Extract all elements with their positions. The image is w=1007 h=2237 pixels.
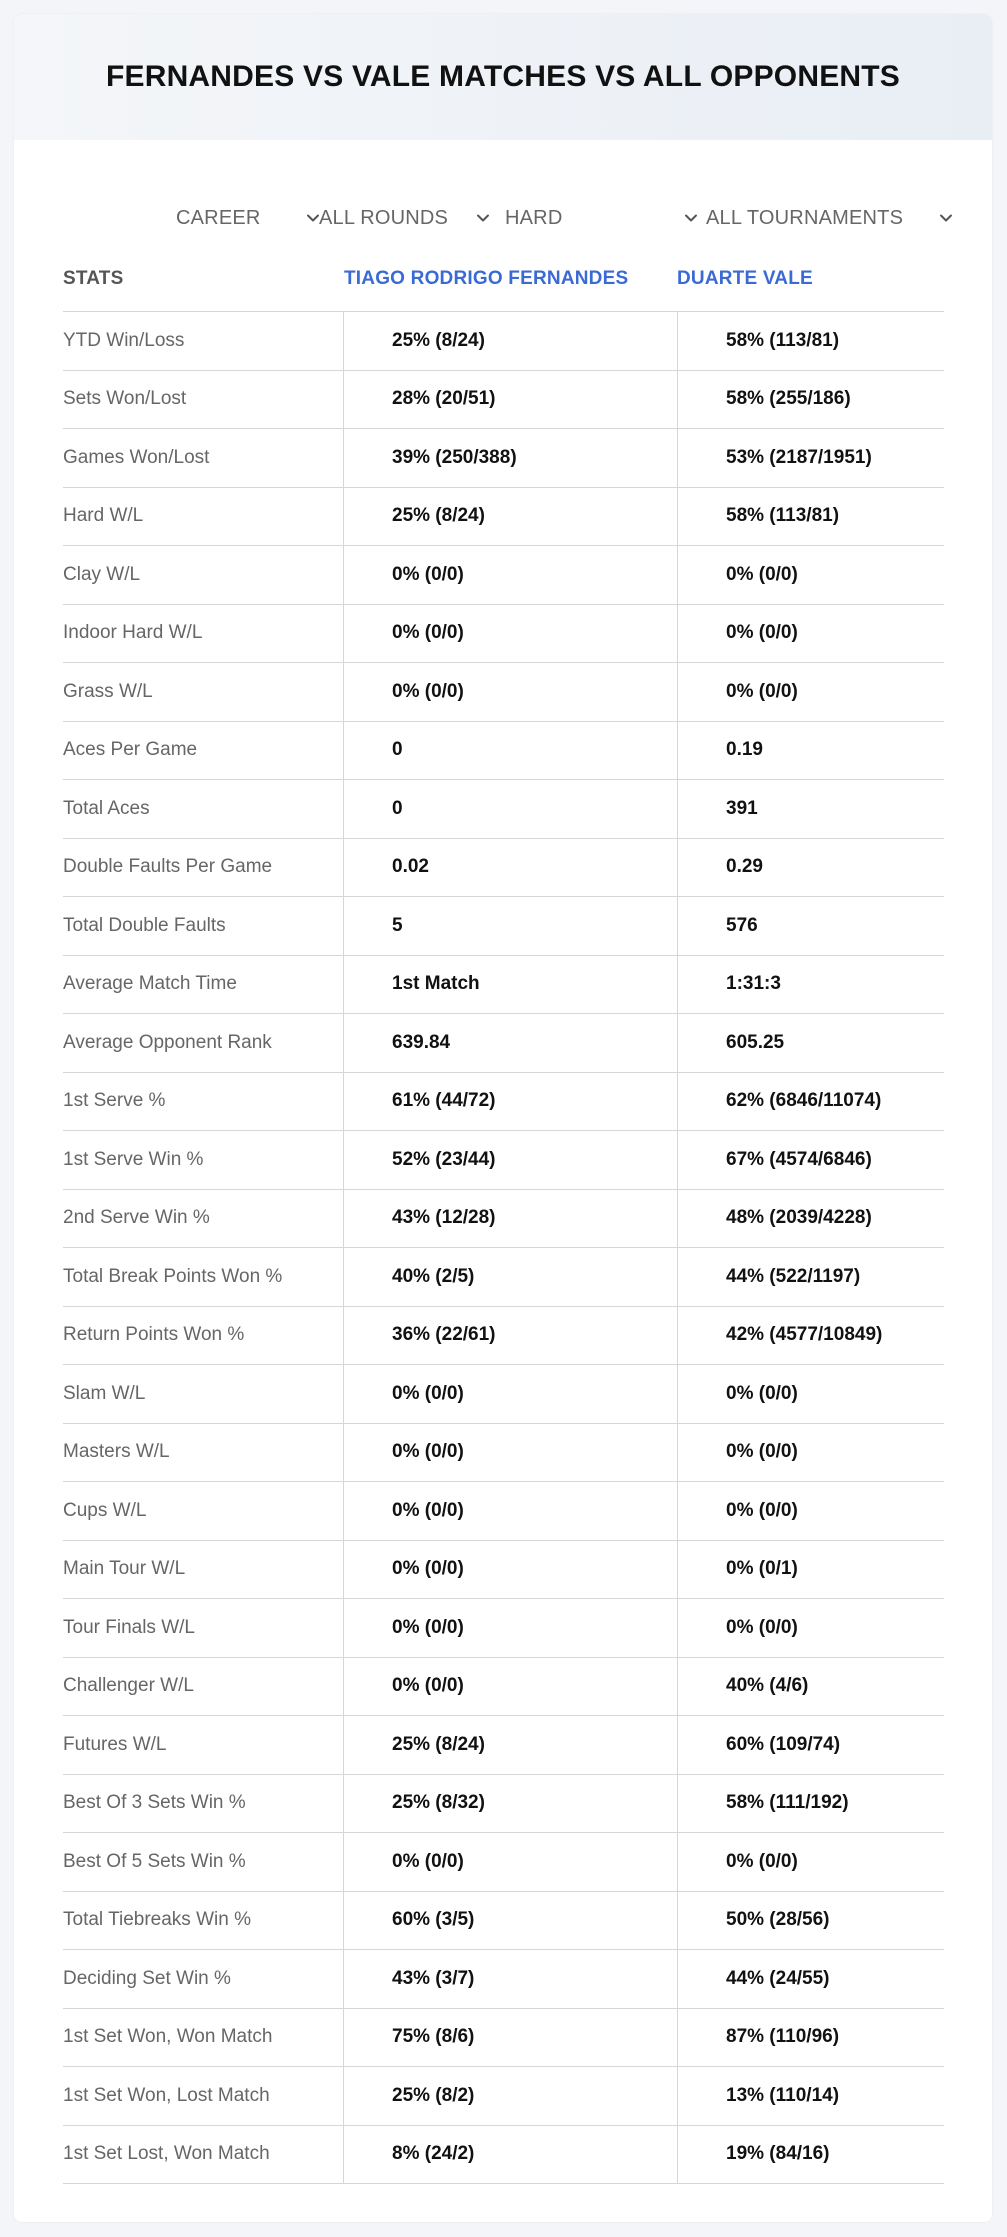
stat-label: Masters W/L <box>63 1441 170 1463</box>
table-row <box>63 1716 944 1775</box>
table-row <box>63 1307 944 1366</box>
player2-stat-value: 0% (0/0) <box>677 663 944 721</box>
player2-stat-value: 13% (110/14) <box>677 2067 944 2125</box>
stat-label: Best Of 5 Sets Win % <box>63 1850 246 1872</box>
stat-label: 2nd Serve Win % <box>63 1207 210 1229</box>
player2-stat-value: 50% (28/56) <box>677 1892 944 1950</box>
chevron-down-icon <box>939 211 953 225</box>
stat-label: Sets Won/Lost <box>63 388 187 410</box>
player2-stat-value: 40% (4/6) <box>677 1658 944 1716</box>
player2-stat-value: 58% (113/81) <box>677 488 944 546</box>
stat-label: Grass W/L <box>63 680 153 702</box>
tournaments-select-value: ALL TOURNAMENTS <box>706 206 904 229</box>
stats-table <box>63 311 944 2184</box>
stat-label: Challenger W/L <box>63 1675 194 1697</box>
player1-stat-value: 0% (0/0) <box>343 1599 677 1657</box>
stat-label: 1st Set Won, Lost Match <box>63 2084 270 2106</box>
player1-stat-value: 28% (20/51) <box>343 371 677 429</box>
table-row <box>63 1424 944 1483</box>
player2-stat-value: 0.19 <box>677 722 944 780</box>
player1-stat-value: 0% (0/0) <box>343 1365 677 1423</box>
stat-label: Clay W/L <box>63 563 141 585</box>
table-row <box>63 546 944 605</box>
player1-stat-value: 0% (0/0) <box>343 1833 677 1891</box>
rounds-select-value: ALL ROUNDS <box>319 206 449 229</box>
player2-stat-value: 87% (110/96) <box>677 2009 944 2067</box>
stat-label: Indoor Hard W/L <box>63 622 203 644</box>
table-row <box>63 722 944 781</box>
stat-label: Deciding Set Win % <box>63 1967 231 1989</box>
table-row <box>63 1775 944 1834</box>
table-row <box>63 1365 944 1424</box>
player1-stat-value: 0.02 <box>343 839 677 897</box>
table-row <box>63 312 944 371</box>
table-row <box>63 1248 944 1307</box>
table-row <box>63 780 944 839</box>
chevron-down-icon <box>476 211 490 225</box>
table-row <box>63 897 944 956</box>
table-row <box>63 1833 944 1892</box>
stat-label: 1st Set Lost, Won Match <box>63 2143 270 2165</box>
player2-stat-value: 53% (2187/1951) <box>677 429 944 487</box>
stat-label: Tour Finals W/L <box>63 1616 195 1638</box>
stat-label: 1st Serve Win % <box>63 1148 204 1170</box>
table-row <box>63 663 944 722</box>
stats-card <box>14 14 992 2222</box>
player1-stat-value: 8% (24/2) <box>343 2126 677 2184</box>
stat-label: Slam W/L <box>63 1382 146 1404</box>
filter-bar <box>14 189 992 249</box>
player1-stat-value: 25% (8/24) <box>343 312 677 370</box>
player2-stat-value: 58% (113/81) <box>677 312 944 370</box>
rounds-select[interactable] <box>319 203 490 233</box>
player1-stat-value: 40% (2/5) <box>343 1248 677 1306</box>
table-row <box>63 488 944 547</box>
player1-stat-value: 0% (0/0) <box>343 546 677 604</box>
player1-stat-value: 25% (8/2) <box>343 2067 677 2125</box>
table-header <box>63 254 944 309</box>
player1-stat-value: 25% (8/24) <box>343 1716 677 1774</box>
player1-stat-value: 75% (8/6) <box>343 2009 677 2067</box>
player1-stat-value: 0% (0/0) <box>343 663 677 721</box>
stat-label: Hard W/L <box>63 505 144 527</box>
stat-label: 1st Set Won, Won Match <box>63 2026 273 2048</box>
player1-stat-value: 43% (12/28) <box>343 1190 677 1248</box>
stat-label: Best Of 3 Sets Win % <box>63 1792 246 1814</box>
table-row <box>63 1482 944 1541</box>
table-row <box>63 429 944 488</box>
page-header <box>14 14 992 140</box>
player2-stat-value: 0% (0/0) <box>677 1424 944 1482</box>
stat-label: Cups W/L <box>63 1499 147 1521</box>
stat-label: Average Opponent Rank <box>63 1031 272 1053</box>
player1-stat-value: 639.84 <box>343 1014 677 1072</box>
table-row <box>63 1599 944 1658</box>
player1-stat-value: 0 <box>343 722 677 780</box>
chevron-down-icon <box>684 211 698 225</box>
page-title: FERNANDES VS VALE MATCHES VS ALL OPPONENTS <box>105 60 901 93</box>
player1-stat-value: 1st Match <box>343 956 677 1014</box>
player1-stat-value: 36% (22/61) <box>343 1307 677 1365</box>
stat-label: Total Double Faults <box>63 914 226 936</box>
player2-stat-value: 58% (111/192) <box>677 1775 944 1833</box>
player1-stat-value: 0% (0/0) <box>343 1482 677 1540</box>
chevron-down-icon <box>306 211 320 225</box>
table-row <box>63 1131 944 1190</box>
table-row <box>63 1658 944 1717</box>
player2-stat-value: 0% (0/0) <box>677 546 944 604</box>
player2-stat-value: 0% (0/0) <box>677 1833 944 1891</box>
player1-stat-value: 0 <box>343 780 677 838</box>
player2-column-header[interactable]: DUARTE VALE <box>677 268 813 289</box>
player2-stat-value: 0% (0/1) <box>677 1541 944 1599</box>
player2-stat-value: 576 <box>677 897 944 955</box>
stat-label: Total Tiebreaks Win % <box>63 1909 251 1931</box>
player1-stat-value: 25% (8/24) <box>343 488 677 546</box>
stat-label: Aces Per Game <box>63 739 198 761</box>
player2-stat-value: 62% (6846/11074) <box>677 1073 944 1131</box>
stat-label: YTD Win/Loss <box>63 329 185 351</box>
player2-stat-value: 44% (24/55) <box>677 1950 944 2008</box>
table-row <box>63 1541 944 1600</box>
stat-label: Futures W/L <box>63 1733 167 1755</box>
player1-stat-value: 25% (8/32) <box>343 1775 677 1833</box>
stats-column-header: STATS <box>63 268 124 289</box>
player2-stat-value: 19% (84/16) <box>677 2126 944 2184</box>
stat-label: Games Won/Lost <box>63 446 210 468</box>
player2-stat-value: 0.29 <box>677 839 944 897</box>
stat-label: Main Tour W/L <box>63 1558 186 1580</box>
player2-stat-value: 67% (4574/6846) <box>677 1131 944 1189</box>
player2-stat-value: 48% (2039/4228) <box>677 1190 944 1248</box>
player1-stat-value: 61% (44/72) <box>343 1073 677 1131</box>
period-select-value: CAREER <box>176 206 261 229</box>
player1-stat-value: 0% (0/0) <box>343 605 677 663</box>
player2-stat-value: 60% (109/74) <box>677 1716 944 1774</box>
stat-label: Double Faults Per Game <box>63 856 273 878</box>
player1-stat-value: 0% (0/0) <box>343 1541 677 1599</box>
player2-stat-value: 391 <box>677 780 944 838</box>
player2-stat-value: 44% (522/1197) <box>677 1248 944 1306</box>
player1-column-header[interactable]: TIAGO RODRIGO FERNANDES <box>344 268 629 289</box>
player2-stat-value: 0% (0/0) <box>677 1365 944 1423</box>
stat-label: Average Match Time <box>63 973 237 995</box>
table-row <box>63 371 944 430</box>
player2-stat-value: 58% (255/186) <box>677 371 944 429</box>
surface-select[interactable] <box>505 203 698 233</box>
table-row <box>63 605 944 664</box>
player2-stat-value: 0% (0/0) <box>677 605 944 663</box>
player1-stat-value: 0% (0/0) <box>343 1424 677 1482</box>
player1-stat-value: 0% (0/0) <box>343 1658 677 1716</box>
player2-stat-value: 605.25 <box>677 1014 944 1072</box>
table-row <box>63 1014 944 1073</box>
stat-label: 1st Serve % <box>63 1090 166 1112</box>
player2-stat-value: 42% (4577/10849) <box>677 1307 944 1365</box>
player2-stat-value: 1:31:3 <box>677 956 944 1014</box>
tournaments-select[interactable] <box>706 203 953 233</box>
player2-stat-value: 0% (0/0) <box>677 1482 944 1540</box>
player1-stat-value: 5 <box>343 897 677 955</box>
player1-stat-value: 60% (3/5) <box>343 1892 677 1950</box>
player1-stat-value: 39% (250/388) <box>343 429 677 487</box>
table-row <box>63 839 944 898</box>
table-row <box>63 2126 944 2185</box>
table-row <box>63 2067 944 2126</box>
period-select[interactable] <box>176 203 320 233</box>
table-row <box>63 1892 944 1951</box>
table-row <box>63 1073 944 1132</box>
stat-label: Total Aces <box>63 797 150 819</box>
table-row <box>63 2009 944 2068</box>
stat-label: Return Points Won % <box>63 1324 245 1346</box>
stat-label: Total Break Points Won % <box>63 1265 283 1287</box>
table-row <box>63 1190 944 1249</box>
player2-stat-value: 0% (0/0) <box>677 1599 944 1657</box>
surface-select-value: HARD <box>505 206 563 229</box>
player1-stat-value: 43% (3/7) <box>343 1950 677 2008</box>
table-row <box>63 956 944 1015</box>
table-row <box>63 1950 944 2009</box>
player1-stat-value: 52% (23/44) <box>343 1131 677 1189</box>
